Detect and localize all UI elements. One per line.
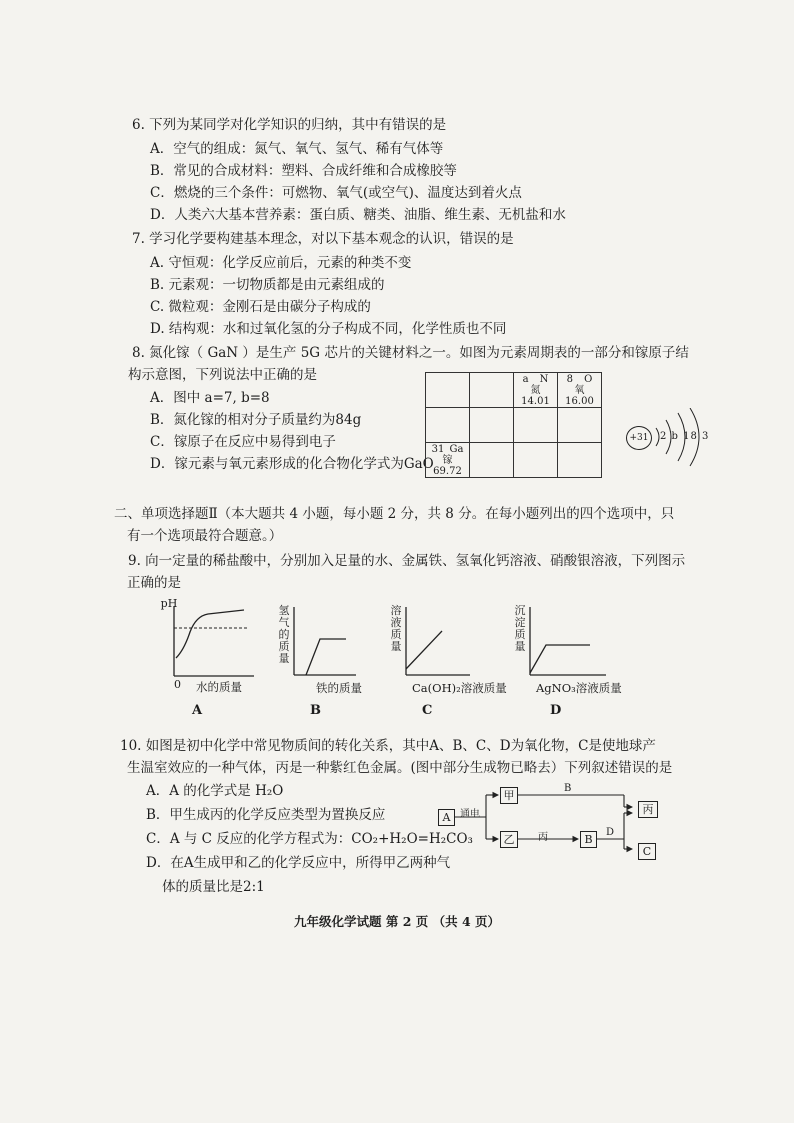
graph-a-xlabel: 水的质量 [196, 680, 242, 694]
gallium-mass: 69.72 [433, 465, 462, 477]
graph-b-curve [306, 639, 346, 675]
q8-option-c: C．镓原子在反应中易得到电子 [150, 434, 336, 450]
q6-stem: 6. 下列为某同学对化学知识的归纳，其中有错误的是 [132, 117, 447, 133]
oxygen-symbol: O [584, 373, 593, 385]
q8-stem-line2: 构示意图，下列说法中正确的是 [128, 367, 317, 383]
graph-d-plot [514, 605, 614, 685]
q8-stem-line1: 8. 氮化镓（ GaN ）是生产 5G 芯片的关键材料之一。如图为元素周期表的一部分和镓原子结 [132, 345, 689, 361]
q10-option-d: D．在A生成甲和乙的化学反应中，所得甲乙两种气 [146, 855, 451, 871]
graph-c-ylabel: 溶液质量 [390, 604, 402, 653]
ptable-empty-cell [470, 443, 514, 478]
q9-stem-line2: 正确的是 [127, 575, 181, 591]
graph-d-xlabel: AgNO₃溶液质量 [536, 681, 622, 695]
q6-option-a: A．空气的组成：氮气、氧气、氢气、稀有气体等 [150, 141, 444, 157]
graph-d-curve [530, 645, 590, 673]
q7-option-c: C. 微粒观：金刚石是由碳分子构成的 [150, 299, 371, 315]
oxygen-number: 8 [566, 373, 573, 385]
q10-option-a: A．A 的化学式是 H₂O [146, 783, 284, 799]
label-tongdian: 通电 [460, 809, 480, 820]
graph-b-plot [280, 605, 370, 685]
ptable-empty-cell [470, 408, 514, 443]
graph-d-ylabel: 沉淀质量 [514, 604, 526, 653]
graph-b-label: B [310, 703, 321, 718]
graph-a-origin: 0 [174, 678, 181, 691]
gallium-name: 镓 [442, 454, 453, 466]
graph-d-label: D [550, 703, 562, 718]
q8-option-d: D．镓元素与氧元素形成的化合物化学式为GaO [150, 456, 434, 472]
graph-c-label: C [422, 703, 433, 718]
node-bing: 丙 [638, 801, 658, 818]
node-b: B [580, 831, 597, 848]
q8-option-b: B．氮化镓的相对分子质量约为84g [150, 412, 362, 428]
ptable-empty-cell [514, 443, 558, 478]
ptable-cell-gallium [426, 443, 470, 478]
ptable-empty-cell [558, 408, 602, 443]
label-b-top: B [564, 783, 572, 794]
graph-a-label: A [192, 703, 203, 718]
section2-heading-line1: 二、单项选择题Ⅱ（本大题共 4 小题，每小题 2 分，共 8 分。在每小题列出的四个选项中，只 [114, 506, 675, 522]
q6-option-c: C．燃烧的三个条件：可燃物、氧气(或空气)、温度达到着火点 [150, 185, 522, 201]
q10-stem-line2: 生温室效应的一种气体，丙是一种紫红色金属。(图中部分生成物已略去）下列叙述错误的是 [127, 760, 673, 776]
gallium-symbol: Ga [449, 443, 464, 455]
q10-stem-line1: 10. 如图是初中化学中常见物质间的转化关系，其中A、B、C、D为氧化物，C是使地球产 [120, 738, 656, 754]
graph-c-plot [390, 605, 480, 685]
oxygen-name: 氧 [574, 384, 585, 396]
conversion-arrows [434, 783, 664, 863]
graph-c-xlabel: Ca(OH)₂溶液质量 [412, 681, 507, 695]
q6-option-d: D．人类六大基本营养素：蛋白质、糖类、油脂、维生素、无机盐和水 [150, 207, 566, 223]
q8-option-a: A．图中 a=7, b=8 [150, 390, 270, 406]
nitrogen-symbol: N [539, 373, 549, 385]
graph-a-plot [162, 598, 262, 688]
ptable-empty-cell [470, 373, 514, 408]
q10-option-d-continued: 体的质量比是2:1 [162, 879, 265, 895]
nitrogen-number: a [522, 373, 529, 385]
q6-option-b: B．常见的合成材料：塑料、合成纤维和合成橡胶等 [150, 163, 457, 179]
ptable-empty-cell [558, 443, 602, 478]
graph-b-xlabel: 铁的质量 [316, 681, 362, 695]
label-bing-mid: 丙 [538, 832, 548, 843]
q9-stem-line1: 9. 向一定量的稀盐酸中，分别加入足量的水、金属铁、氢氧化钙溶液、硝酸银溶液，下列图示 [128, 553, 686, 569]
gallium-atom-diagram [626, 408, 716, 468]
nitrogen-mass: 14.01 [521, 395, 550, 407]
ptable-empty-cell [426, 373, 470, 408]
q10-option-b: B．甲生成丙的化学反应类型为置换反应 [146, 807, 386, 823]
node-c: C [638, 843, 656, 860]
graph-a-ylabel: pH [160, 597, 178, 610]
q7-stem: 7. 学习化学要构建基本理念，对以下基本观念的认识，错误的是 [132, 231, 514, 247]
node-a: A [438, 809, 455, 826]
graph-a-curve [176, 610, 244, 658]
electron-counts: 2 b 18 3 [660, 431, 710, 442]
q7-option-a: A. 守恒观：化学反应前后，元素的种类不变 [150, 255, 412, 271]
node-yi: 乙 [500, 831, 518, 848]
graph-c-curve [406, 631, 442, 669]
conversion-diagram [434, 783, 664, 863]
ptable-cell-oxygen [558, 373, 602, 408]
graph-b-ylabel: 氢气的质量 [278, 604, 290, 665]
ptable-empty-cell [514, 408, 558, 443]
gallium-number: 31 [431, 443, 445, 455]
section2-heading-line2: 有一个选项最符合题意。） [127, 528, 283, 544]
oxygen-mass: 16.00 [565, 395, 594, 407]
page-footer: 九年级化学试题 第 2 页 （共 4 页） [293, 914, 500, 929]
nitrogen-name: 氮 [530, 384, 541, 396]
label-d: D [606, 827, 615, 838]
q7-option-d: D. 结构观：水和过氧化氢的分子构成不同，化学性质也不同 [150, 321, 507, 337]
node-jia: 甲 [500, 787, 518, 804]
ptable-cell-nitrogen [514, 373, 558, 408]
q10-option-c: C．A 与 C 反应的化学方程式为：CO₂+H₂O=H₂CO₃ [146, 831, 473, 847]
periodic-table-fragment [425, 372, 602, 478]
ptable-empty-cell [426, 408, 470, 443]
atom-nucleus: +31 [626, 426, 652, 450]
q7-option-b: B. 元素观：一切物质都是由元素组成的 [150, 277, 385, 293]
